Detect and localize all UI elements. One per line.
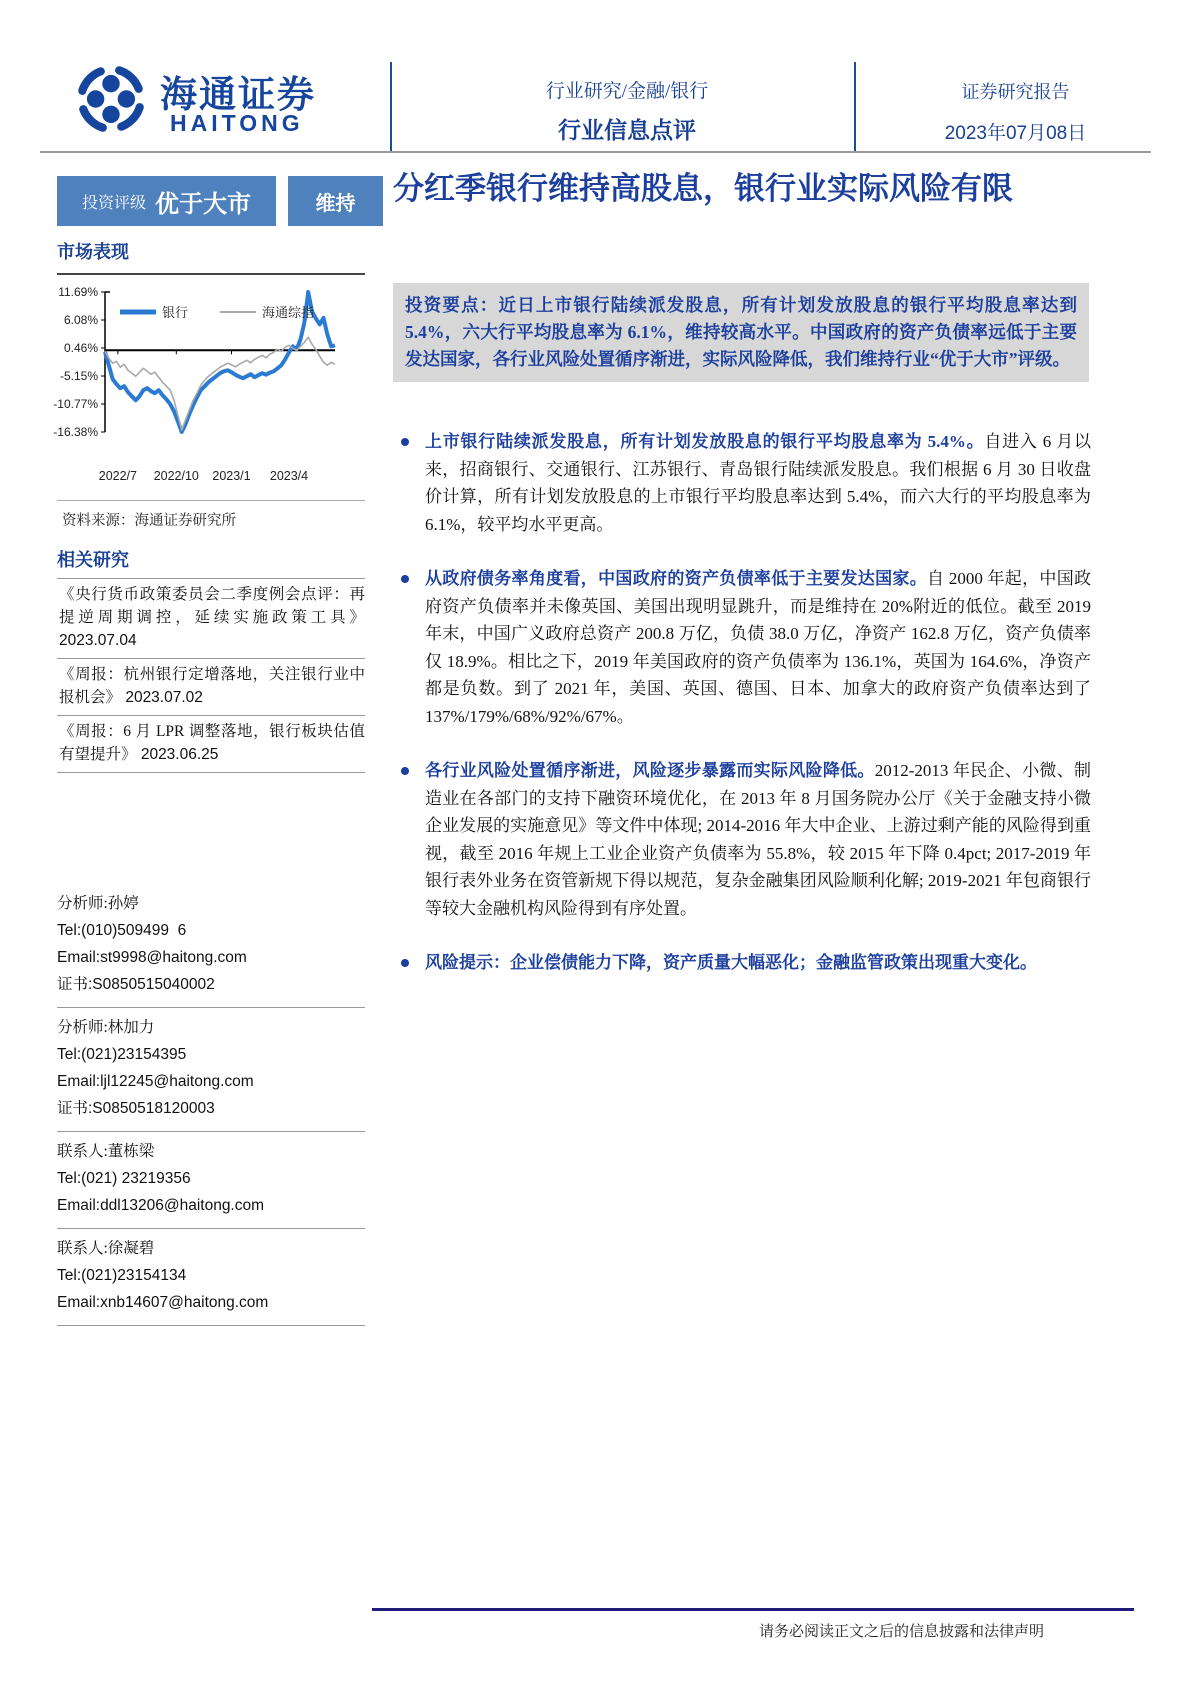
related-research-item: 《央行货币政策委员会二季度例会点评：再提逆周期调控，延续实施政策工具》 2023.07.04	[57, 579, 365, 659]
bullet-dot-icon	[401, 438, 409, 446]
legend-label-bank: 银行	[162, 305, 189, 320]
related-research-item: 《周报：杭州银行定增落地，关注银行业中报机会》 2023.07.02	[57, 659, 365, 716]
bullet-item	[393, 428, 1091, 538]
bullet-text: 上市银行陆续派发股息，所有计划发放股息的银行平均股息率为 5.4%。自进入 6 月以来，招商银行、交通银行、江苏银行、青岛银行陆续派发股息。我们根据 6 月 30 日收盘价计算，所有计划发放股息的上市银行平均股息率达到 5.4%，而六大行的平均股息率为 6.1%，较平均水平更高。	[425, 432, 1092, 534]
header-divider-right	[854, 62, 856, 152]
contact-role: 联系人:董栋梁	[57, 1143, 155, 1160]
brand-name-en: HAITONG	[170, 110, 304, 136]
report-type: 行业信息点评	[558, 118, 696, 143]
legend-label-index: 海通综指	[262, 305, 315, 320]
bullet-text: 从政府债务率角度看，中国政府的资产负债率低于主要发达国家。自 2000 年起，中国政府资产负债率并未像英国、美国出现明显跳升，而是维持在 20%附近的低位。截至 2019 年末，中国广义政府总资产 200.8 万亿，负债 38.0 万亿，净资产 162.8 万亿，资产负债率仅 18.9%。相比之下，2019 年美国政府的资产负债率为 136.1%，英国为 164.6%，净资产都是负数。到了 2021 年，美国、英国、德国、日本、加拿大的政府资产负债率达到了 137%/179%/68%/92%/67%。	[425, 569, 1092, 726]
contact-cert: 证书:S0850515040002	[57, 976, 215, 993]
related-research-heading: 相关研究	[57, 550, 129, 570]
brand-name-cn: 海通证券	[160, 75, 316, 116]
sidebar-rule-chart-bottom	[57, 500, 365, 501]
svg-text:0.46%: 0.46%	[63, 341, 98, 356]
key-points-box: 投资要点：近日上市银行陆续派发股息，所有计划发放股息的银行平均股息率达到 5.4%，六大行平均股息率为 6.1%，维持较高水平。中国政府的资产负债率远低于主要发达国家，各行业风险处置循序渐进，实际风险降低，我们维持行业“优于大市”评级。	[393, 283, 1089, 382]
svg-text:2022/7: 2022/7	[98, 469, 137, 483]
analyst-contact-list	[57, 890, 365, 1332]
header-rule	[40, 151, 1151, 153]
bullet-dot-icon	[401, 767, 409, 775]
report-category: 行业研究/金融/银行	[545, 81, 709, 102]
market-performance-heading: 市场表现	[57, 242, 129, 262]
contact-email: Email:xnb14607@haitong.com	[57, 1294, 269, 1311]
contact-role: 联系人:徐凝碧	[57, 1240, 155, 1257]
contact-block	[57, 1138, 365, 1229]
bullet-item	[393, 757, 1091, 922]
svg-text:6.08%: 6.08%	[63, 312, 98, 327]
svg-text:-5.15%: -5.15%	[59, 368, 98, 383]
bullet-item	[393, 565, 1091, 730]
svg-text:2023/1: 2023/1	[212, 469, 251, 483]
contact-tel: Tel:(010)509499 6	[57, 922, 187, 939]
data-source: 资料来源：海通证券研究所	[62, 513, 236, 529]
footer-disclaimer: 请务必阅读正文之后的信息披露和法律声明	[758, 1624, 1044, 1640]
contact-email: Email:ljl12245@haitong.com	[57, 1073, 254, 1090]
contact-email: Email:ddl13206@haitong.com	[57, 1197, 265, 1214]
rating-label: 投资评级	[81, 194, 146, 212]
haitong-logo-icon	[70, 58, 152, 140]
footer-rule	[372, 1608, 1134, 1611]
rating-status: 维持	[288, 176, 383, 226]
svg-text:2022/10: 2022/10	[153, 469, 199, 483]
svg-text:11.69%: 11.69%	[58, 285, 98, 299]
svg-text:2023/4: 2023/4	[269, 469, 309, 483]
contact-cert: 证书:S0850518120003	[57, 1100, 215, 1117]
contact-role: 分析师:林加力	[57, 1019, 155, 1036]
header-divider-left	[390, 62, 392, 152]
rating-bar	[57, 176, 383, 226]
contact-tel: Tel:(021)23154134	[57, 1267, 187, 1284]
contact-tel: Tel:(021)23154395	[57, 1046, 187, 1063]
contact-block	[57, 1235, 365, 1326]
related-research-item: 《周报：6 月 LPR 调整落地，银行板块估值有望提升》 2023.06.25	[57, 716, 365, 773]
contact-block	[57, 890, 365, 1008]
bullet-text: 各行业风险处置循序渐进，风险逐步暴露而实际风险降低。2012-2013 年民企、小微、制造业在各部门的支持下融资环境优化，在 2013 年 8 月国务院办公厅《关于金融支持小微企业发展的实施意见》等文件中体现; 2014-2016 年大中企业、上游过剩产能的风险得到重视，截至 2016 年规上工业企业资产负债率为 55.8%，较 2015 年下降 0.4pct; 2017-2019 年银行表外业务在资管新规下得以规范，复杂金融集团风险顺利化解; 2019-2021 年包商银行等较大金融机构风险得到有序处置。	[425, 761, 1092, 918]
market-performance-chart	[50, 280, 370, 494]
bullet-list	[393, 428, 1091, 1004]
market-performance-chart-svg	[50, 280, 370, 494]
svg-text:-16.38%: -16.38%	[53, 425, 98, 439]
contact-email: Email:st9998@haitong.com	[57, 949, 247, 966]
contact-block	[57, 1014, 365, 1132]
bullet-dot-icon	[401, 959, 409, 967]
report-title: 分红季银行维持高股息，银行业实际风险有限	[393, 171, 1013, 206]
bullet-dot-icon	[401, 575, 409, 583]
report-date: 2023年07月08日	[944, 123, 1087, 144]
contact-role: 分析师:孙婷	[57, 895, 139, 912]
doc-type-label: 证券研究报告	[961, 82, 1070, 102]
related-research-list	[57, 578, 365, 773]
sidebar-rule-top	[57, 273, 365, 275]
bullet-text: 风险提示：企业偿债能力下降，资产质量大幅恶化；金融监管政策出现重大变化。	[425, 953, 1037, 972]
svg-text:-10.77%: -10.77%	[53, 397, 98, 412]
rating-main-box	[57, 176, 276, 226]
bullet-item	[393, 949, 1091, 977]
contact-tel: Tel:(021) 23219356	[57, 1170, 191, 1187]
rating-value: 优于大市	[155, 191, 251, 218]
